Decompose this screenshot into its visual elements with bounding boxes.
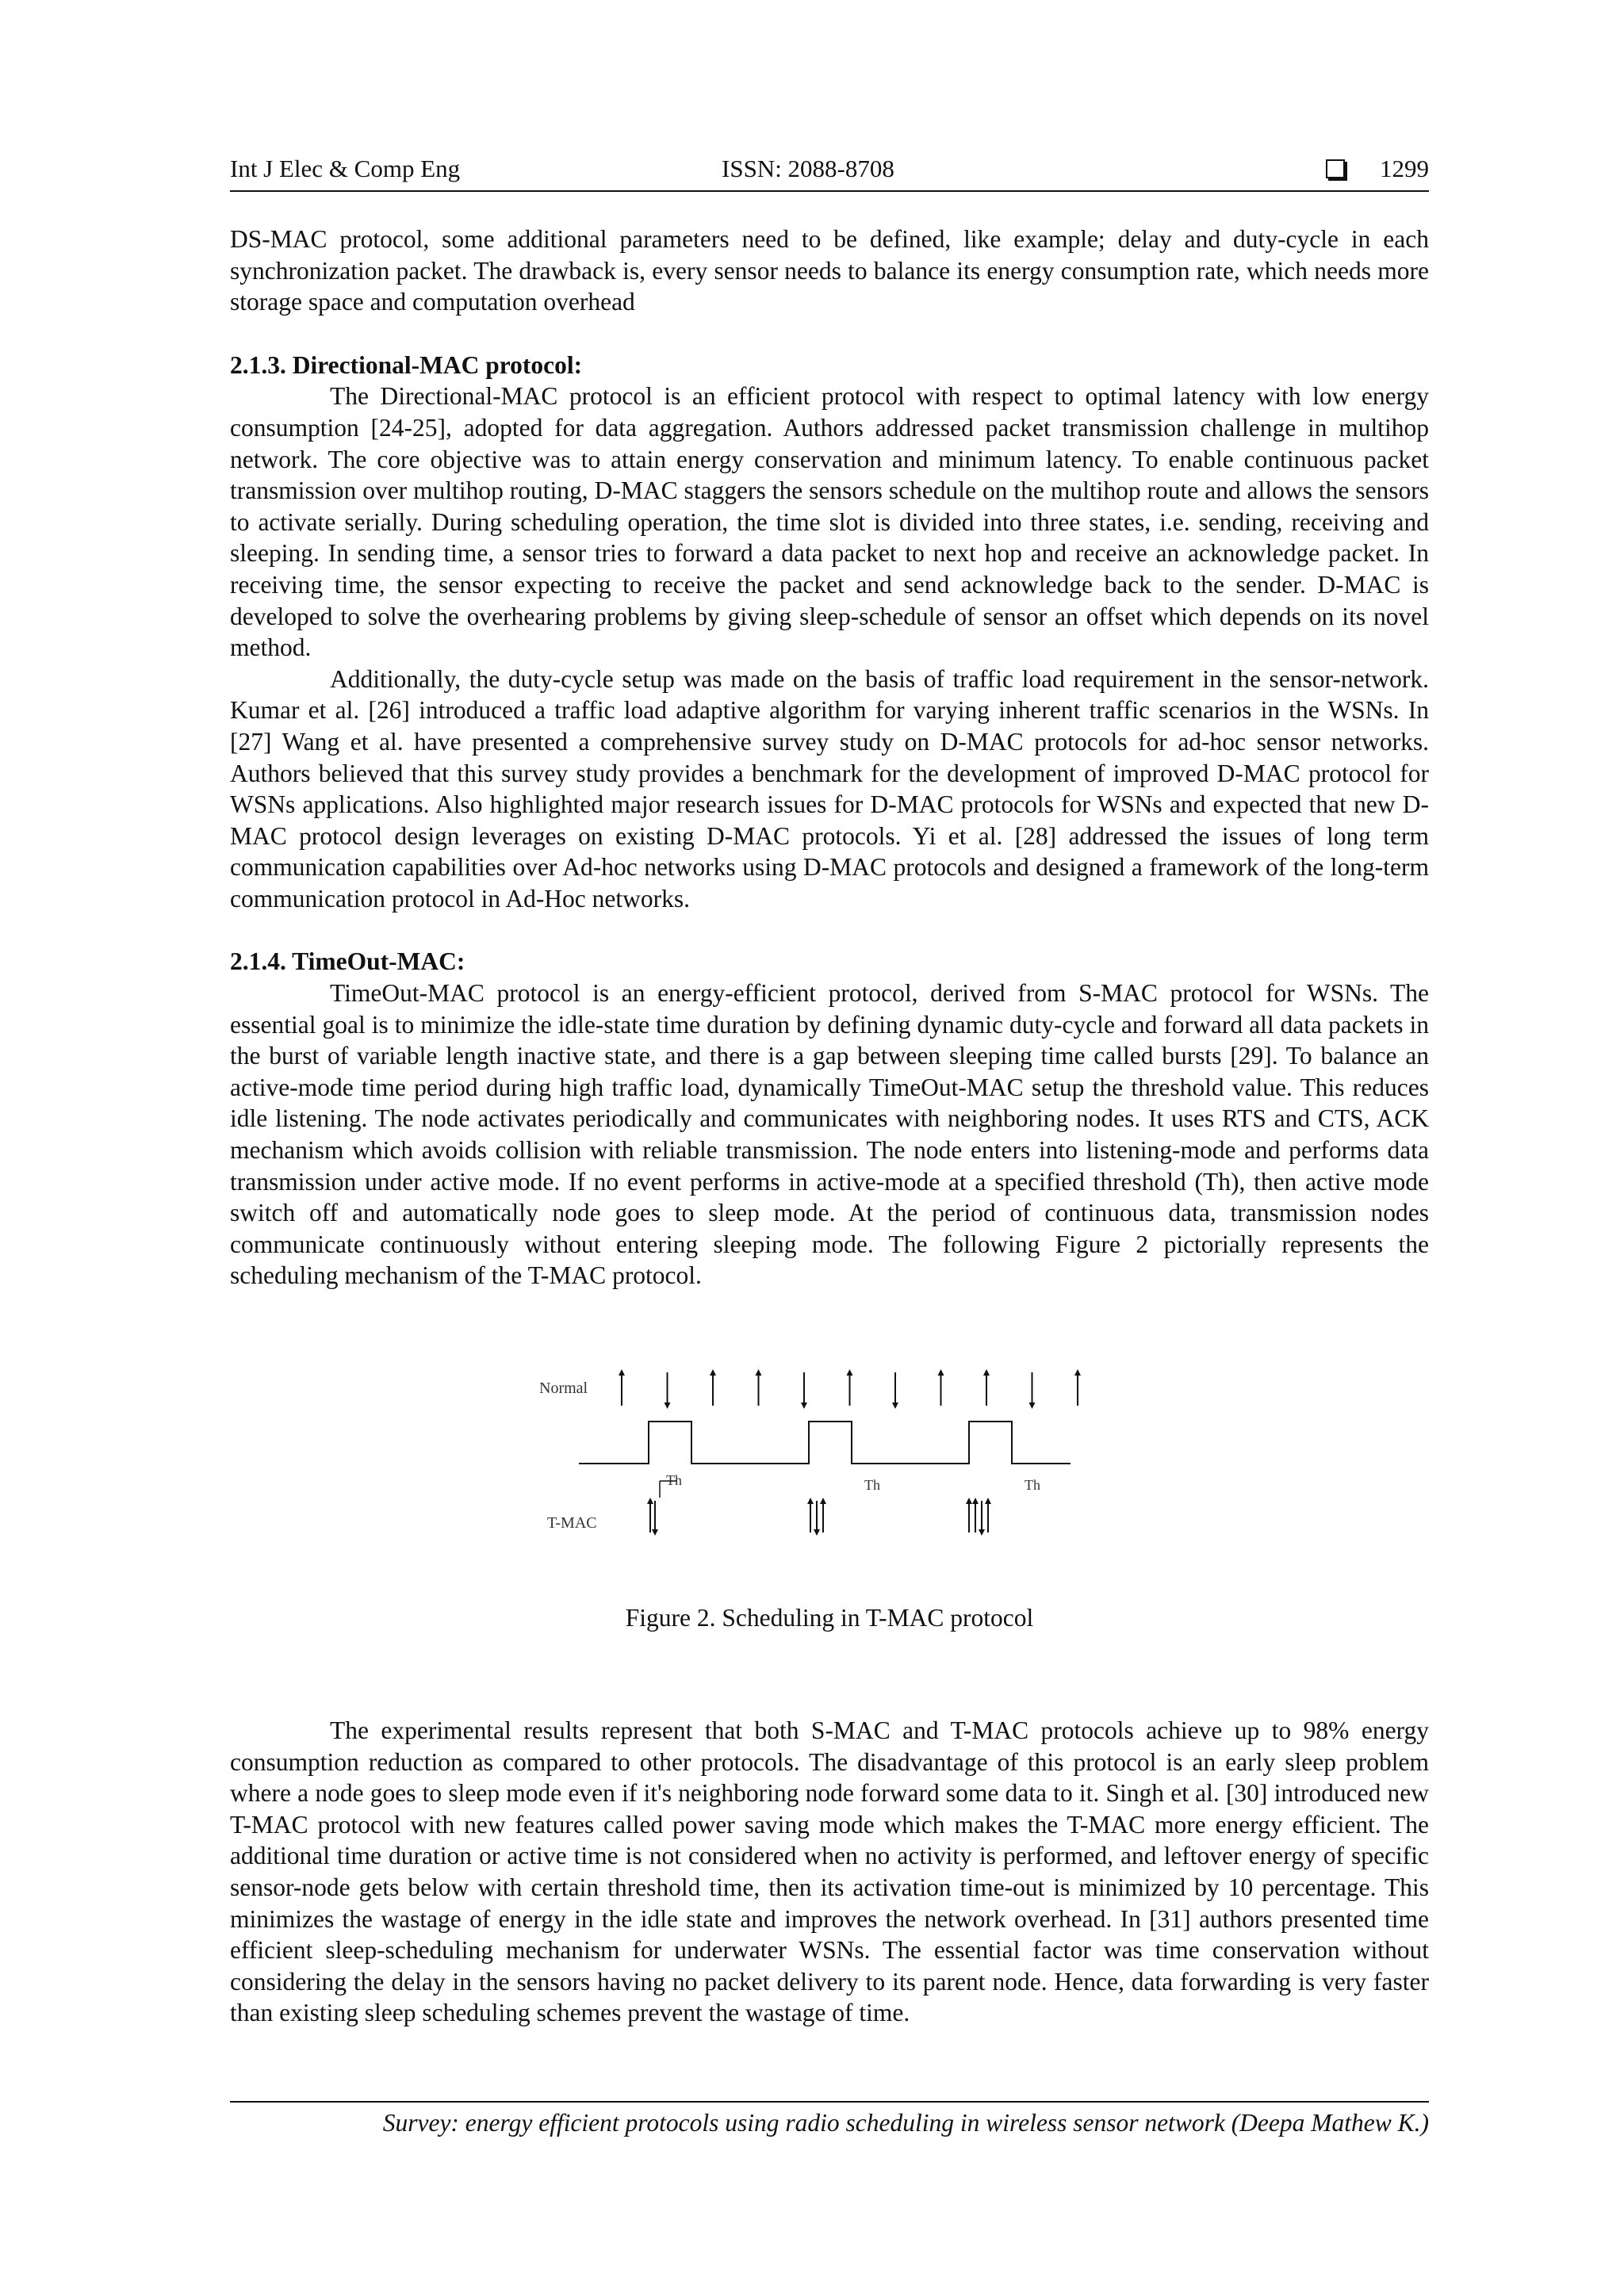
page — [230, 151, 1429, 2029]
duty-cycle-waveform — [579, 1422, 1071, 1464]
paragraph: The experimental results represent that both S-MAC and T-MAC protocols achieve up to 98% energy consumption reduction as compared to other protocols. The disadvantage of this protocol is an early sleep problem where a node goes to sleep mode even if it's neighboring node forward some data to it. Singh et al. [30] introduced new T-MAC protocol with new features called power saving mode which makes the T-MAC more energy efficient. The additional time duration or active time is not considered when no activity is performed, and leftover energy of specific sensor-node gets below with certain threshold time, then its activation time-out is minimized by 10 percentage. This minimizes the wastage of energy in the idle state and improves the network overhead. In [31] authors presented time efficient sleep-scheduling mechanism for underwater WSNs. The essential factor was time conservation without considering the delay in the sensors having no packet delivery to its parent node. Hence, data forwarding is very faster than existing sleep scheduling schemes prevent the wastage of time. — [230, 1716, 1429, 2027]
header-rule — [230, 190, 1429, 192]
section-heading-directional-mac: 2.1.3. Directional-MAC protocol: — [230, 350, 583, 379]
tmac-arrows — [650, 1501, 988, 1533]
normal-label: Normal — [539, 1380, 588, 1397]
footer-citation: Survey: energy efficient protocols using radio scheduling in wireless sensor network (Deepa Mathew K.) — [382, 2109, 1429, 2137]
paragraph: The Directional-MAC protocol is an efficient protocol with respect to optimal latency with low energy consumption [24-25], adopted for data aggregation. Authors addressed packet transmission challenge in multihop network. The core objective was to attain energy conservation and minimum latency. To enable continuous packet transmission over multihop routing, D-MAC staggers the sensors schedule on the multihop route and allows the sensors to activate serially. During scheduling operation, the time slot is divided into three states, i.e. sending, receiving and sleeping. In sending time, a sensor tries to forward a data packet to next hop and receive an acknowledge packet. In receiving time, the sensor expecting to receive the packet and send acknowledge back to the sender. D-MAC is developed to solve the overhearing problems by giving sleep-schedule of sensor an offset which depends on its novel method. — [230, 382, 1429, 662]
box-bullet-icon — [1326, 159, 1345, 178]
normal-arrow-row — [622, 1372, 1078, 1406]
figure-tmac-scheduling — [230, 1364, 1429, 1563]
th-label: Th — [864, 1477, 880, 1493]
footer-rule — [230, 2101, 1429, 2103]
th-label: Th — [666, 1472, 682, 1488]
article-body — [230, 224, 1429, 2029]
running-header — [230, 151, 1429, 187]
running-footer — [230, 2101, 1429, 2141]
intro-paragraph: DS-MAC protocol, some additional parameters need to be defined, like example; delay and duty-cycle in each synchronization packet. The drawback is, every sensor needs to balance its energy consumption rate, which needs more storage space and computation overhead — [230, 225, 1429, 316]
tmac-label: T-MAC — [547, 1514, 597, 1532]
page-number: 1299 — [1380, 155, 1429, 182]
th-marker-2 — [864, 1477, 880, 1493]
issn: ISSN: 2088-8708 — [722, 155, 894, 182]
section-heading-timeout-mac: 2.1.4. TimeOut-MAC: — [230, 947, 465, 976]
figure-caption: Figure 2. Scheduling in T-MAC protocol — [625, 1604, 1034, 1632]
th-marker-1 — [660, 1472, 682, 1498]
th-marker-3 — [1025, 1477, 1040, 1493]
paragraph: Additionally, the duty-cycle setup was made on the basis of traffic load requirement in the sensor-network. Kumar et al. [26] introduced a traffic load adaptive algorithm for varying inherent traffic scenarios in the WSNs. In [27] Wang et al. have presented a comprehensive survey study on D-MAC protocols for ad-hoc sensor networks. Authors believed that this survey study provides a benchmark for the development of improved D-MAC protocol for WSNs applications. Also highlighted major research issues for D-MAC protocols for WSNs and expected that new D-MAC protocol design leverages on existing D-MAC protocols. Yi et al. [28] addressed the issues of long term communication capabilities over Ad-hoc networks using D-MAC protocols and designed a framework of the long-term communication protocol in Ad-Hoc networks. — [230, 664, 1429, 913]
paragraph: TimeOut-MAC protocol is an energy-efficient protocol, derived from S-MAC protocol for WSNs. The essential goal is to minimize the idle-state time duration by defining dynamic duty-cycle and forward all data packets in the burst of variable length inactive state, and there is a gap between sleeping time called bursts [29]. To balance an active-mode time period during high traffic load, dynamically TimeOut-MAC setup the threshold value. This reduces idle listening. The node activates periodically and communicates with neighboring nodes. It uses RTS and CTS, ACK mechanism which avoids collision with reliable transmission. The node enters into listening-mode and performs data transmission under active mode. If no event performs in active-mode at a specified threshold (Th), then active mode switch off and automatically node goes to sleep mode. At the period of continuous data, transmission nodes communicate continuously without entering sleeping mode. The following Figure 2 pictorially represents the scheduling mechanism of the T-MAC protocol. — [230, 979, 1429, 1290]
th-label: Th — [1025, 1477, 1040, 1493]
journal-name: Int J Elec & Comp Eng — [230, 155, 461, 182]
tmac-diagram — [531, 1364, 1118, 1563]
